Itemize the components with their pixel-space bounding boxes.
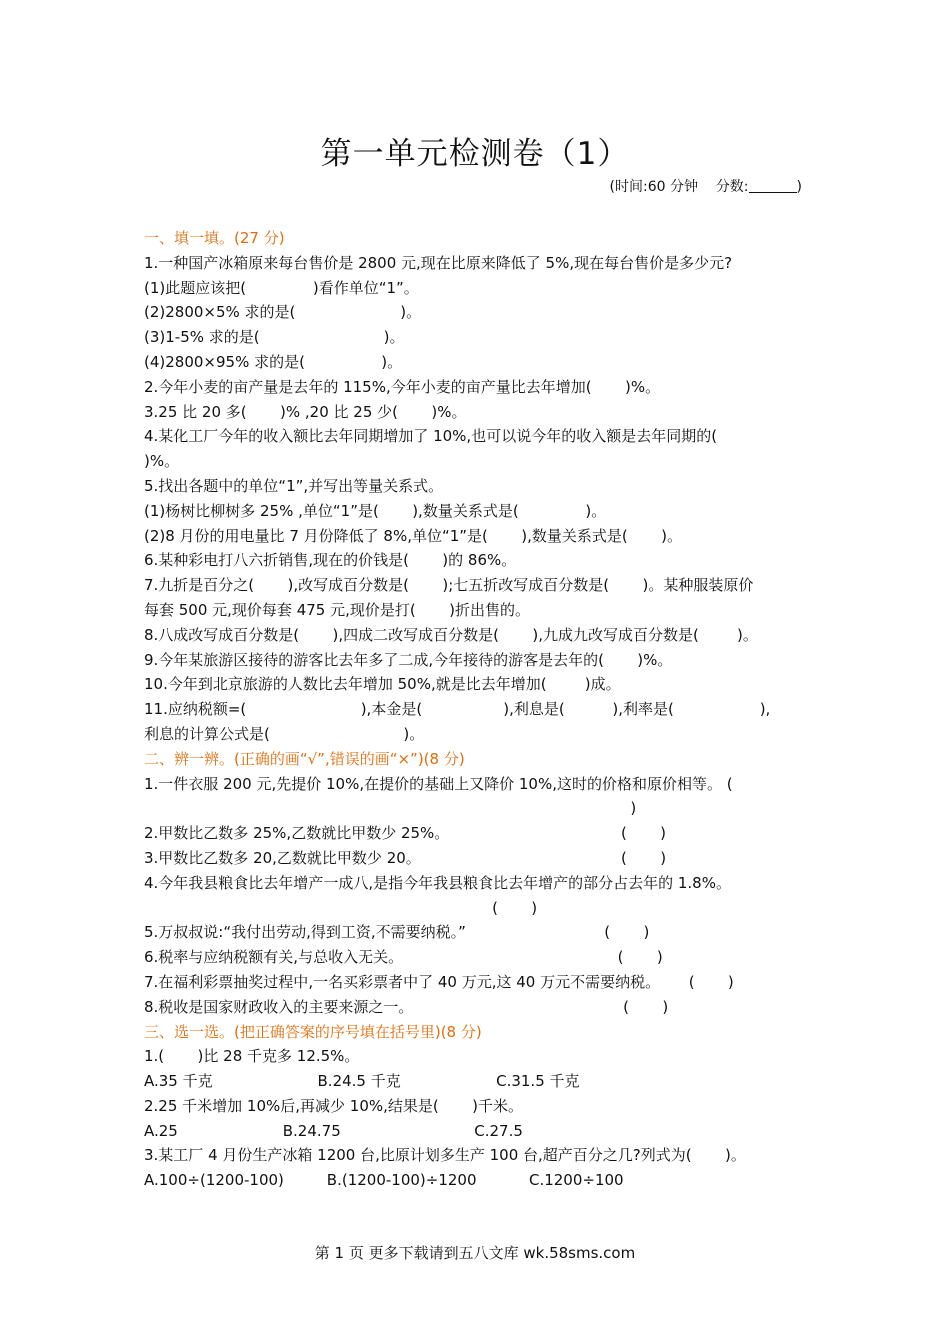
question-line: (2)2800×5% 求的是( )。 — [144, 303, 422, 322]
question-line: 6.某种彩电打八六折销售,现在的价钱是( )的 86%。 — [144, 551, 517, 570]
question-line: 5.找出各题中的单位“1”,并写出等量关系式。 — [144, 476, 444, 495]
score-label: 分数: — [715, 179, 749, 195]
question-line: 7.九折是百分之( ),改写成百分数是( );七五折改写成百分数是( )。某种服装原价 — [144, 576, 754, 595]
question-line: 1.一种国产冰箱原来每台售价是 2800 元,现在比原来降低了 5%,现在每台售价是多少元? — [144, 253, 733, 272]
question-line: 7.在福利彩票抽奖过程中,一名买彩票者中了 40 万元,这 40 万元不需要纳税。 ( ) — [144, 972, 734, 991]
question-line: 10.今年到北京旅游的人数比去年增加 50%,就是比去年增加( )成。 — [144, 675, 621, 694]
question-line: 1.( )比 28 千克多 12.5%。 — [144, 1047, 360, 1066]
question-line: 3.某工厂 4 月份生产冰箱 1200 台,比原计划多生产 100 台,超产百分之几?列式为( )。 — [144, 1146, 746, 1165]
section-heading: 二、辨一辨。(正确的画“√”,错误的画“×”)(8 分) — [144, 749, 465, 768]
page-title: 第一单元检测卷（1） — [320, 136, 630, 172]
question-line: (1)此题应该把( )看作单位“1”。 — [144, 278, 419, 297]
question-line: A.25 B.24.75 C.27.5 — [144, 1121, 523, 1140]
question-line: ) — [144, 799, 637, 818]
question-line: 2.今年小麦的亩产量是去年的 115%,今年小麦的亩产量比去年增加( )%。 — [144, 377, 661, 396]
question-line: 6.税率与应纳税额有关,与总收入无关。 ( ) — [144, 948, 663, 967]
question-line: (3)1-5% 求的是( )。 — [144, 328, 405, 347]
question-line: 5.万叔叔说:“我付出劳动,得到工资,不需要纳税。” ( ) — [144, 923, 650, 942]
section-heading: 一、填一填。(27 分) — [144, 229, 285, 247]
question-line: 利息的计算公式是( )。 — [144, 724, 425, 743]
exam-meta — [610, 176, 802, 196]
question-line: 2.甲数比乙数多 25%,乙数就比甲数少 25%。 ( ) — [144, 824, 667, 843]
question-line: 11.应纳税额=( ),本金是( ),利息是( ),利率是( ), — [144, 700, 771, 719]
score-close: ) — [796, 179, 802, 195]
question-line: (2)8 月份的用电量比 7 月份降低了 8%,单位“1”是( ),数量关系式是( )。 — [144, 526, 682, 545]
question-line: 2.25 千米增加 10%后,再减少 10%,结果是( )千米。 — [144, 1096, 524, 1115]
question-line: 9.今年某旅游区接待的游客比去年多了二成,今年接待的游客是去年的( )%。 — [144, 650, 673, 669]
question-line: (4)2800×95% 求的是( )。 — [144, 352, 403, 371]
question-line: 3.25 比 20 多( )% ,20 比 25 少( )%。 — [144, 402, 467, 421]
question-line: 8.税收是国家财政收入的主要来源之一。 ( ) — [144, 997, 669, 1016]
question-line: A.35 千克 B.24.5 千克 C.31.5 千克 — [144, 1072, 580, 1091]
question-line: 1.一件衣服 200 元,先提价 10%,在提价的基础上又降价 10%,这时的价格和原价相等。 ( — [144, 774, 733, 793]
page-footer: 第 1 页 更多下载请到五八文库 wk.58sms.com — [314, 1244, 636, 1262]
question-line: 3.甲数比乙数多 20,乙数就比甲数少 20。 ( ) — [144, 848, 667, 867]
question-line: (1)杨树比柳树多 25% ,单位“1”是( ),数量关系式是( )。 — [144, 501, 607, 520]
question-line: 每套 500 元,现价每套 475 元,现价是打( )折出售的。 — [144, 600, 530, 619]
exam-content — [144, 226, 806, 1193]
question-line: 4.某化工厂今年的收入额比去年同期增加了 10%,也可以说今年的收入额是去年同期的( — [144, 427, 718, 446]
section-heading: 三、选一选。(把正确答案的序号填在括号里)(8 分) — [144, 1022, 482, 1041]
question-line: ( ) — [144, 898, 538, 917]
question-line: )%。 — [144, 452, 180, 471]
question-line: 8.八成改写成百分数是( ),四成二改写成百分数是( ),九成九改写成百分数是( )。 — [144, 625, 758, 644]
question-line: 4.今年我县粮食比去年增产一成八,是指今年我县粮食比去年增产的部分占去年的 1.8%。 — [144, 873, 731, 892]
score-blank — [749, 178, 797, 193]
time-limit: (时间:60 分钟 — [609, 179, 698, 195]
question-line: A.100÷(1200-100) B.(1200-100)÷1200 C.1200÷100 — [144, 1171, 624, 1190]
